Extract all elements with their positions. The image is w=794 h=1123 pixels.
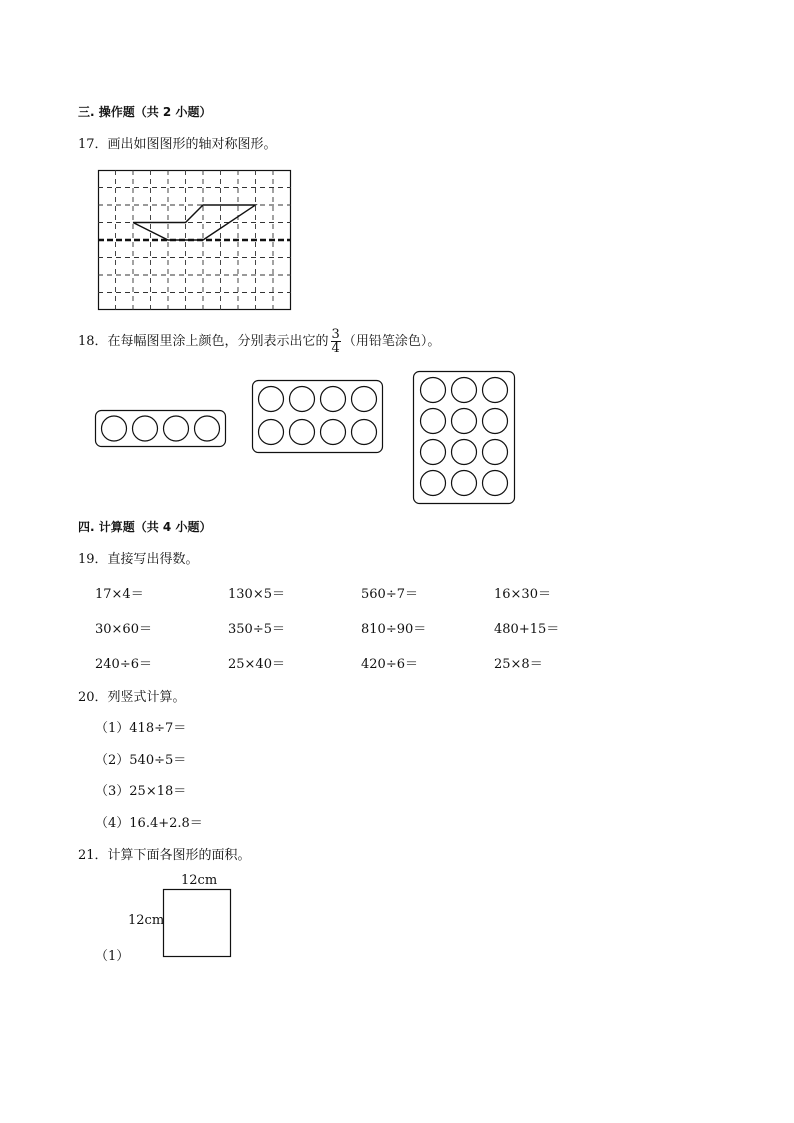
- calc-item: 130×5＝: [228, 587, 285, 602]
- fraction-numerator: 3: [331, 327, 340, 342]
- calc-item: 420÷6＝: [361, 657, 418, 672]
- question-18-suffix: （用铅笔涂色）。: [342, 334, 441, 349]
- circle-box-8: [252, 380, 384, 454]
- section-heading: 三. 操作题（共 2 小题）: [78, 105, 212, 119]
- calc-item: 560÷7＝: [361, 587, 418, 602]
- calc-item: 17×4＝: [95, 587, 144, 602]
- calc-item: 480+15＝: [494, 622, 560, 637]
- symmetry-grid-figure: [98, 170, 292, 312]
- question-21-text: 21．计算下面各图形的面积。: [78, 848, 251, 863]
- question-18-text: [78, 326, 440, 358]
- calc-item: 16×30＝: [494, 587, 551, 602]
- circle-box-12: [413, 371, 516, 505]
- section-heading: 四. 计算题（共 4 小题）: [78, 520, 212, 534]
- calc-item: 25×40＝: [228, 657, 285, 672]
- calc-item: 25×8＝: [494, 657, 543, 672]
- fraction: [331, 328, 341, 355]
- vertical-calc-item: （4）16.4+2.8＝: [95, 816, 203, 831]
- square-width-label: 12cm: [181, 873, 218, 888]
- calc-item: 350÷5＝: [228, 622, 285, 637]
- circle-box-4: [95, 410, 227, 448]
- question-18-prefix: 18．在每幅图里涂上颜色，分别表示出它的: [78, 334, 329, 349]
- calc-item: 30×60＝: [95, 622, 152, 637]
- vertical-calc-item: （2）540÷5＝: [95, 753, 187, 768]
- square-figure: [163, 889, 232, 958]
- vertical-calc-item: （3）25×18＝: [95, 784, 187, 799]
- figure-item-label: （1）: [95, 949, 130, 964]
- question-20-text: 20．列竖式计算。: [78, 690, 186, 705]
- vertical-calc-item: （1）418÷7＝: [95, 721, 187, 736]
- calc-item: 810÷90＝: [361, 622, 427, 637]
- question-19-text: 19．直接写出得数。: [78, 552, 199, 567]
- square-height-label: 12cm: [128, 913, 165, 928]
- fraction-denominator: 4: [331, 341, 340, 356]
- question-17-text: 17．画出如图图形的轴对称图形。: [78, 137, 277, 152]
- calc-item: 240÷6＝: [95, 657, 152, 672]
